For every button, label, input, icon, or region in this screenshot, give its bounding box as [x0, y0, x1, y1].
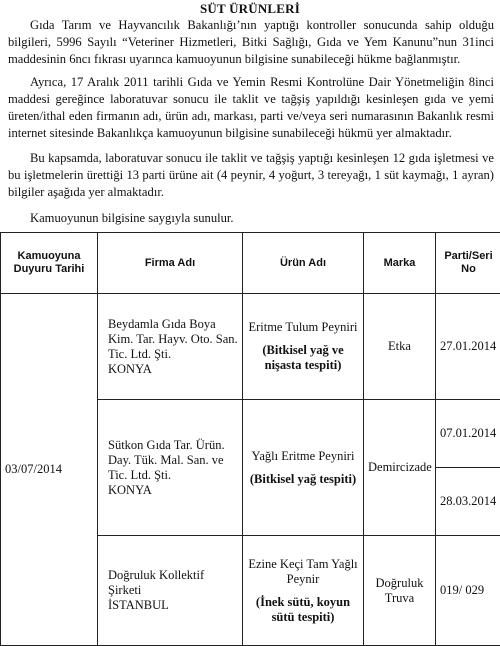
paragraph-text: Kamuoyunun bilgisine saygıyla sunulur. — [30, 211, 234, 225]
firm-cell — [98, 294, 243, 400]
product-name: Yağlı Eritme Peyniri — [247, 449, 359, 464]
lot-number: 019/ 029 — [440, 583, 484, 597]
announcement-date-cell — [1, 294, 98, 646]
header-firm: Firma Adı — [98, 233, 243, 294]
paragraph-text: Gıda Tarım ve Hayvancılık Bakanlığı’nın yaptığı kontroller sonucunda sahip olduğu bilgileri, 5996 Sayılı “Veteriner Hizmetleri, Bitki Sağlığı, Gıda ve Yem Kanunu”nun 31inci maddesinin 6ncı fıkrası uyarınca kamuoyunun bilgisine sunabileceği hükme bağlanmıştır. — [8, 18, 494, 66]
brand-name: Doğruluk Truva — [376, 576, 424, 605]
header-product: Ürün Adı — [243, 233, 364, 294]
product-name: Ezine Keçi Tam Yağlı Peynir — [247, 557, 359, 587]
paragraph-scope — [8, 150, 494, 201]
paragraph-closing — [8, 210, 494, 227]
product-finding: (Bitkisel yağ tespiti) — [247, 472, 359, 487]
lot-cell — [436, 468, 500, 536]
table-row — [1, 294, 500, 400]
products-table — [0, 232, 500, 646]
product-name: Eritme Tulum Peyniri — [247, 320, 359, 335]
paragraph-text: Bu kapsamda, laboratuvar sonucu ile taklit ve tağşiş yaptığı kesinleşen 12 gıda işletmesi ve bu işletmelerin ürettiği 13 parti ürüne ait (4 peynir, 4 yoğurt, 3 tereyağı, 1 süt kaymağı, 1 ayran) bilgiler aşağıda yer almaktadır. — [8, 151, 494, 199]
brand-name: Demircizade — [368, 460, 432, 474]
firm-name: Sütkon Gıda Tar. Ürün. Day. Tük. Mal. San. ve Tic. Ltd. Şti. — [108, 438, 238, 483]
brand-cell — [364, 536, 436, 646]
lot-cell — [436, 536, 500, 646]
document-title: SÜT ÜRÜNLERİ — [0, 1, 500, 17]
lot-number: 07.01.2014 — [440, 426, 496, 440]
header-date: Kamuoyuna Duyuru Tarihi — [1, 233, 98, 294]
firm-name: Doğruluk Kollektif Şirketi — [108, 568, 238, 598]
announcement-date: 03/07/2014 — [5, 462, 62, 476]
firm-city: İSTANBUL — [108, 598, 238, 613]
product-finding: (Bitkisel yağ ve nişasta tespiti) — [247, 343, 359, 373]
lot-number: 27.01.2014 — [440, 339, 496, 353]
header-brand: Marka — [364, 233, 436, 294]
product-cell — [243, 536, 364, 646]
firm-city: KONYA — [108, 483, 238, 498]
table-header-row — [1, 233, 500, 294]
product-cell — [243, 400, 364, 536]
firm-cell — [98, 400, 243, 536]
firm-city: KONYA — [108, 362, 238, 377]
header-lot: Parti/Seri No — [436, 233, 500, 294]
brand-cell — [364, 294, 436, 400]
paragraph-regulation — [8, 74, 494, 142]
lot-cell — [436, 294, 500, 400]
product-finding: (İnek sütü, koyun sütü tespiti) — [247, 595, 359, 625]
paragraph-text: Ayrıca, 17 Aralık 2011 tarihli Gıda ve Yemin Resmi Kontrolüne Dair Yönetmeliğin 8inci maddesi gereğince laboratuvar sonucu ile taklit ve tağşiş yapıldığı kesinleşen gıda ve yemi üreten/ithal eden firmanın adı, ürün adı, markası, parti ve/veya seri numarasının Bakanlık resmi internet sitesinde Bakanlıkça kamuoyunun bilgisine sunabileceği hükmü yer almaktadır. — [8, 75, 494, 140]
paragraph-legal-basis — [8, 17, 494, 68]
lot-number: 28.03.2014 — [440, 494, 496, 508]
lot-cell — [436, 400, 500, 468]
brand-name: Etka — [388, 339, 411, 353]
firm-cell — [98, 536, 243, 646]
product-cell — [243, 294, 364, 400]
firm-name: Beydamla Gıda Boya Kim. Tar. Hayv. Oto. San. Tic. Ltd. Şti. — [108, 317, 238, 362]
brand-cell — [364, 400, 436, 536]
